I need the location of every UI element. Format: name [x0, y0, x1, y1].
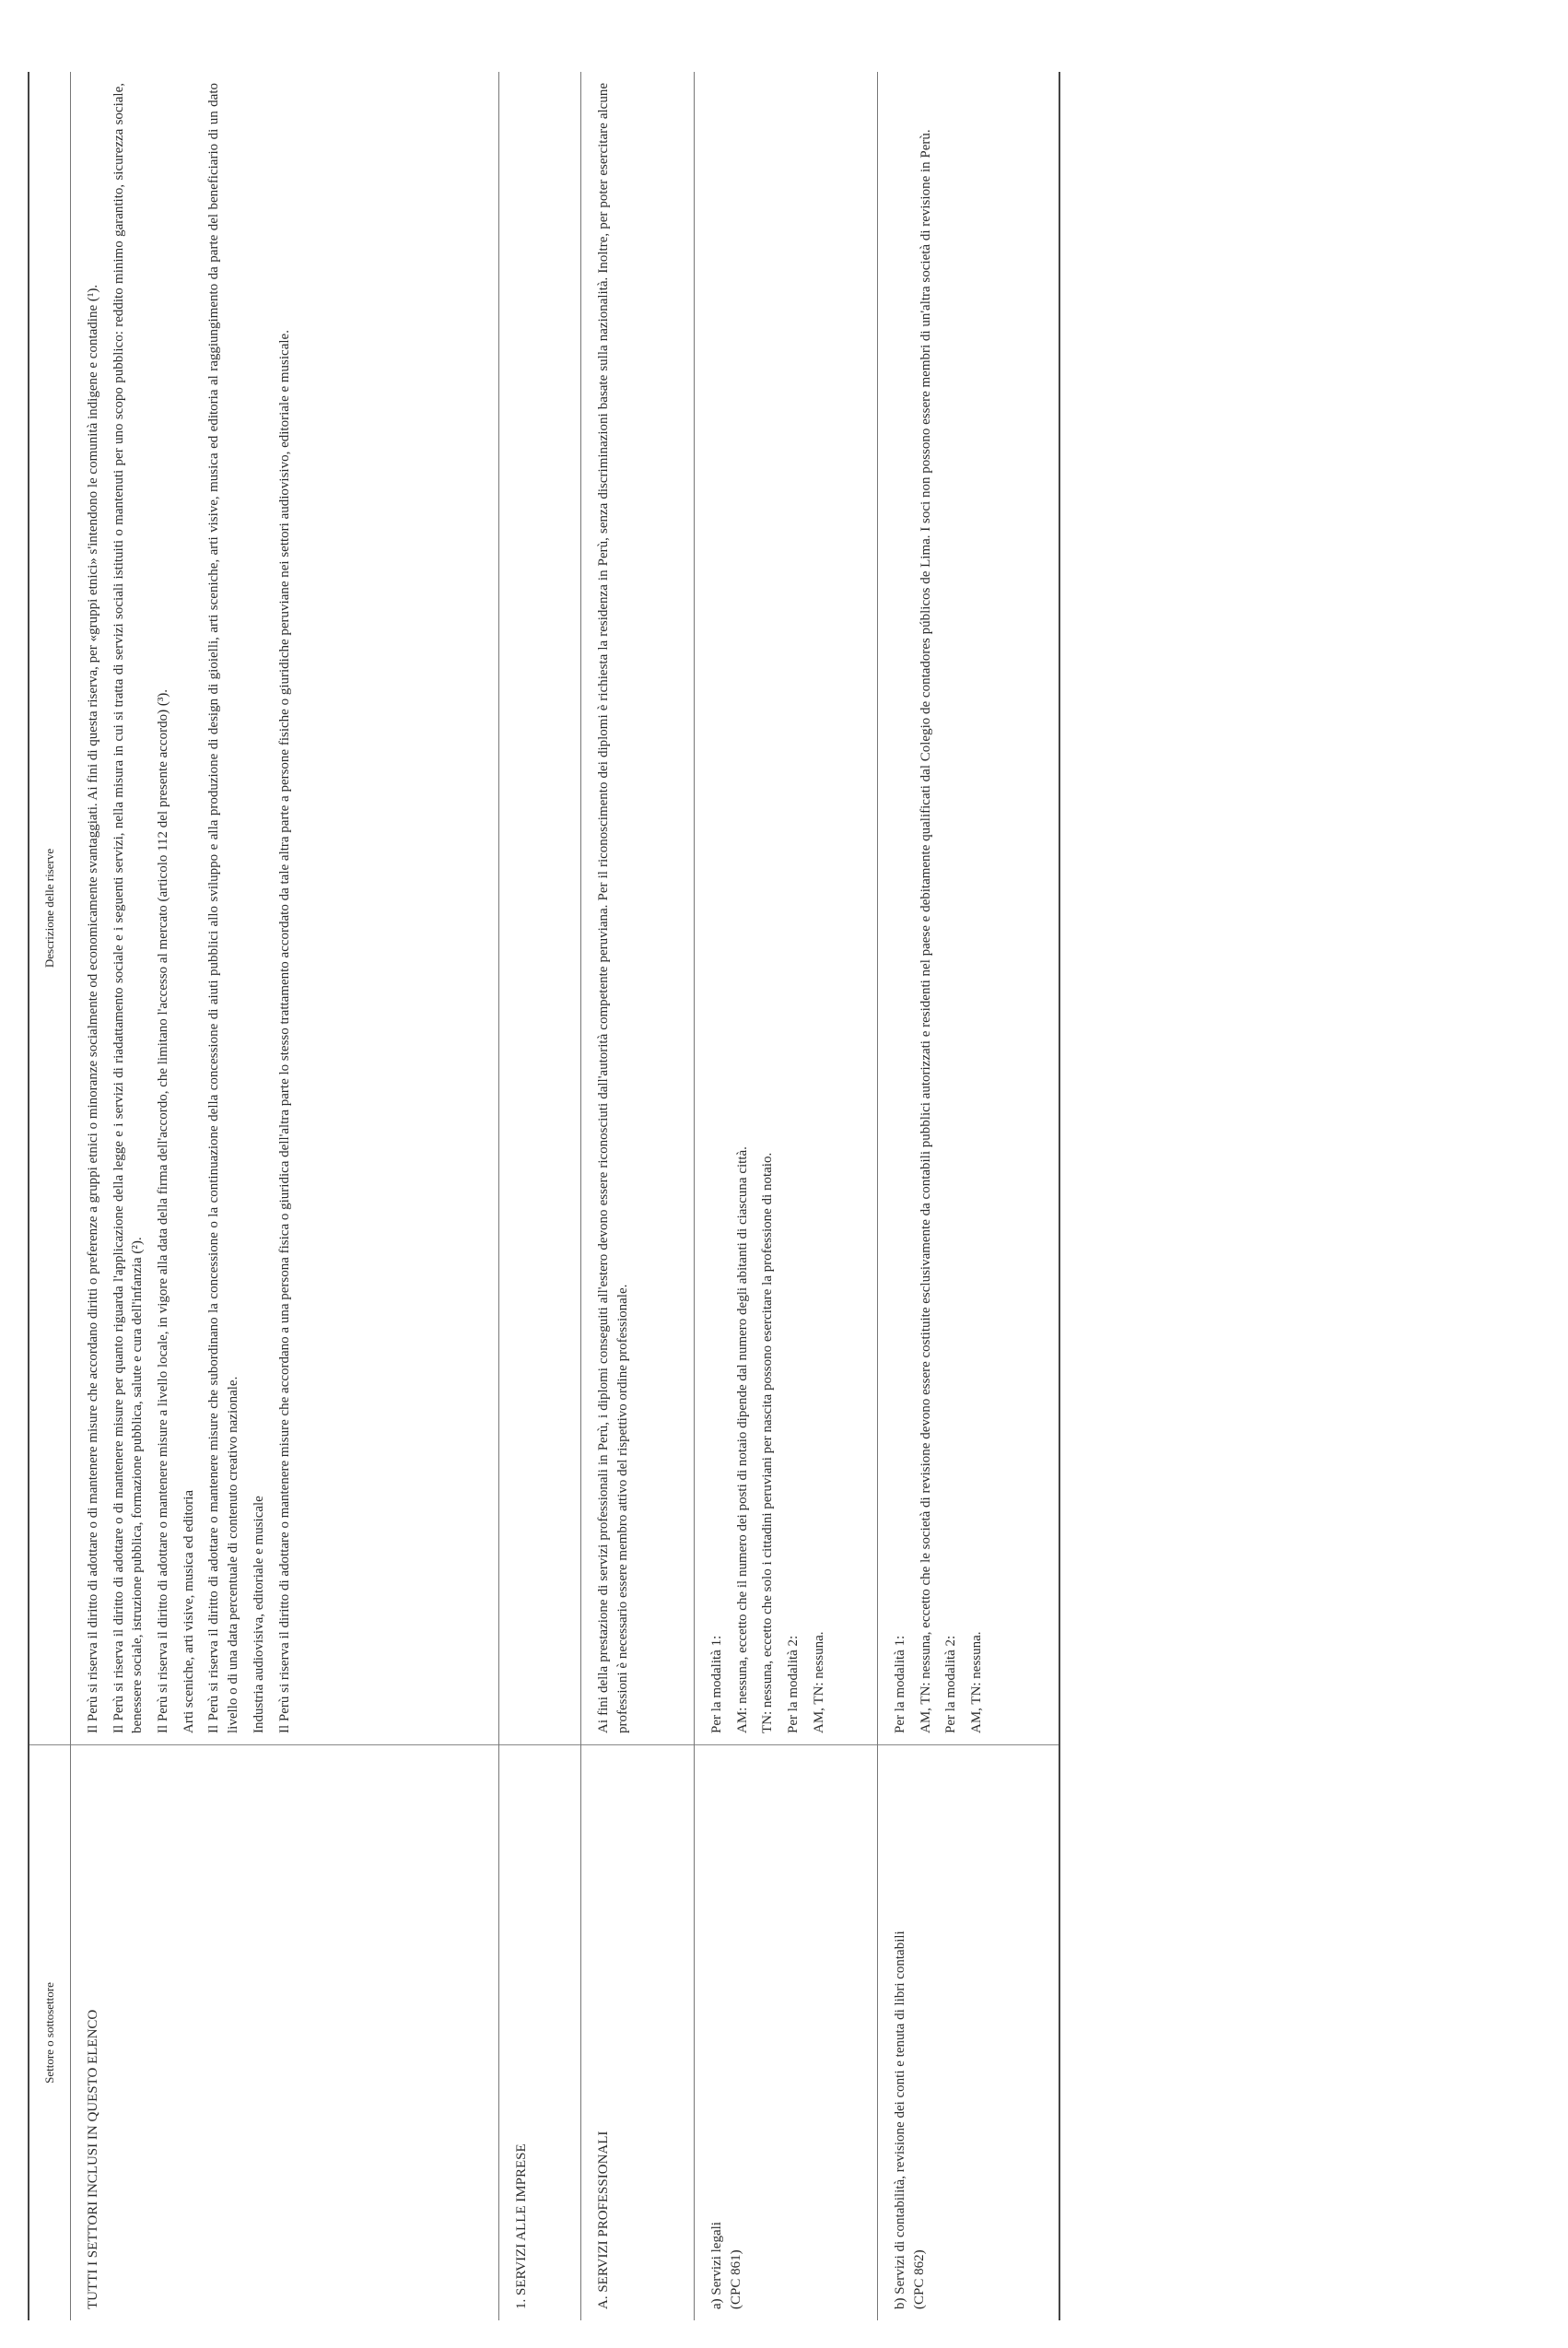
- table-row: [878, 72, 1060, 2320]
- description-paragraph: Per la modalità 1:: [709, 1635, 724, 1733]
- sector-cell: [878, 1745, 1060, 2321]
- description-column-header: Descrizione delle riserve: [29, 72, 71, 1745]
- sector-text: a) Servizi legali: [709, 2222, 724, 2309]
- description-cell: [499, 72, 581, 1745]
- description-paragraph: Per la modalità 1:: [893, 1635, 907, 1733]
- sector-cell: [71, 1745, 499, 2321]
- description-cell: [695, 72, 878, 1745]
- sector-text: b) Servizi di contabilità, revisione dei conti e tenuta di libri contabili: [893, 1931, 907, 2309]
- table-row: [71, 72, 499, 2320]
- description-cell: [71, 72, 499, 1745]
- sector-text: TUTTI I SETTORI INCLUSI IN QUESTO ELENCO: [86, 2009, 100, 2309]
- reserves-table: [28, 72, 1060, 2320]
- table-row: [695, 72, 878, 2320]
- sector-cpc-code: (CPC 861): [728, 2249, 743, 2309]
- table-header-row: [29, 72, 71, 2320]
- sector-cell: [499, 1745, 581, 2321]
- description-paragraph: Il Perù si riserva il diritto di adottare o mantenere misure a livello locale, in vigore alla data della firma dell'accordo, che limitano l'accesso al mercato (articolo 112 del presente accordo) (³).: [156, 688, 171, 1733]
- description-paragraph: Il Perù si riserva il diritto di adottare o di mantenere misure per quanto riguarda l'applicazione della legge e i servizi di riadattamento sociale e i seguenti servizi, nella misura in cui si tratta di servizi sociali istituiti o mantenuti per uno scopo pubblico: reddito minimo garantito, sicurezza sociale, benessere sociale, istruzione pubblica, formazione pubblica, salute e cura dell'infanzia (²).: [111, 83, 146, 1733]
- description-paragraph: AM: nessuna, eccetto che il numero dei posti di notaio dipende dal numero degli abitanti di ciascuna città.: [734, 1146, 750, 1733]
- description-paragraph: Ai fini della prestazione di servizi professionali in Perù, i diplomi conseguiti all'estero devono essere riconosciuti dall'autorità competente peruviana. Per il riconoscimento dei diplomi è richiesta la residenza in Perù, senza discriminazioni basate sulla nazionalità. Inoltre, per poter esercitare alcune professioni è necessario essere membro attivo del rispettivo ordine professionale.: [596, 83, 630, 1733]
- description-paragraph: Per la modalità 2:: [943, 1635, 959, 1733]
- description-cell: [581, 72, 695, 1745]
- description-paragraph: Per la modalità 2:: [786, 1635, 802, 1733]
- description-paragraph: Industria audiovisiva, editoriale e musicale: [251, 1496, 266, 1733]
- description-paragraph: AM, TN: nessuna, eccetto che le società di revisione devono essere costituite esclusivamente da contabili pubblici autorizzati e residenti nel paese e debitamente qualificati dal Colegio de contadores públicos de Lima. I soci non possono essere membri di un'altra società di revisione in Perù.: [918, 129, 933, 1733]
- sector-cell: [581, 1745, 695, 2321]
- table-row: [581, 72, 695, 2320]
- description-cell: [878, 72, 1060, 1745]
- description-paragraph: Il Perù si riserva il diritto di adottare o mantenere misure che subordinano la concessione o la continuazione della concessione di aiuti pubblici allo sviluppo e alla produzione di design di gioielli, arti sceniche, arti visive, musica ed editoria al raggiungimento da parte del beneficiario di un dato livello o di una data percentuale di contenuto creativo nazionale.: [206, 83, 241, 1733]
- sector-text: 1. SERVIZI ALLE IMPRESE: [514, 2143, 529, 2309]
- description-paragraph: AM, TN: nessuna.: [969, 1631, 985, 1733]
- description-paragraph: Arti sceniche, arti visive, musica ed editoria: [181, 1489, 196, 1733]
- sector-cpc-code: (CPC 862): [911, 2249, 927, 2309]
- description-paragraph: AM, TN: nessuna.: [811, 1631, 826, 1733]
- description-paragraph: TN: nessuna, eccetto che solo i cittadini peruviani per nascita possono esercitare la professione di notaio.: [760, 1152, 776, 1733]
- sector-cell: [695, 1745, 878, 2321]
- sector-text: A. SERVIZI PROFESSIONALI: [596, 2131, 611, 2309]
- sector-column-header: Settore o sottosettore: [29, 1745, 71, 2321]
- description-paragraph: Il Perù si riserva il diritto di adottare o mantenere misure che accordano a una persona fisica o giuridica dell'altra parte lo stesso trattamento accordato da tale altra parte a persone fisiche o giuridiche peruviane nei settori audiovisivo, editoriale e musicale.: [276, 330, 292, 1733]
- description-paragraph: Il Perù si riserva il diritto di adottare o di mantenere misure che accordano diritti o preferenze a gruppi etnici o minoranze socialmente od economicamente svantaggiati. Ai fini di questa riserva, per «gruppi etnici» s'intendono le comunità indigene e contadine (¹).: [86, 284, 100, 1733]
- table-row: [499, 72, 581, 2320]
